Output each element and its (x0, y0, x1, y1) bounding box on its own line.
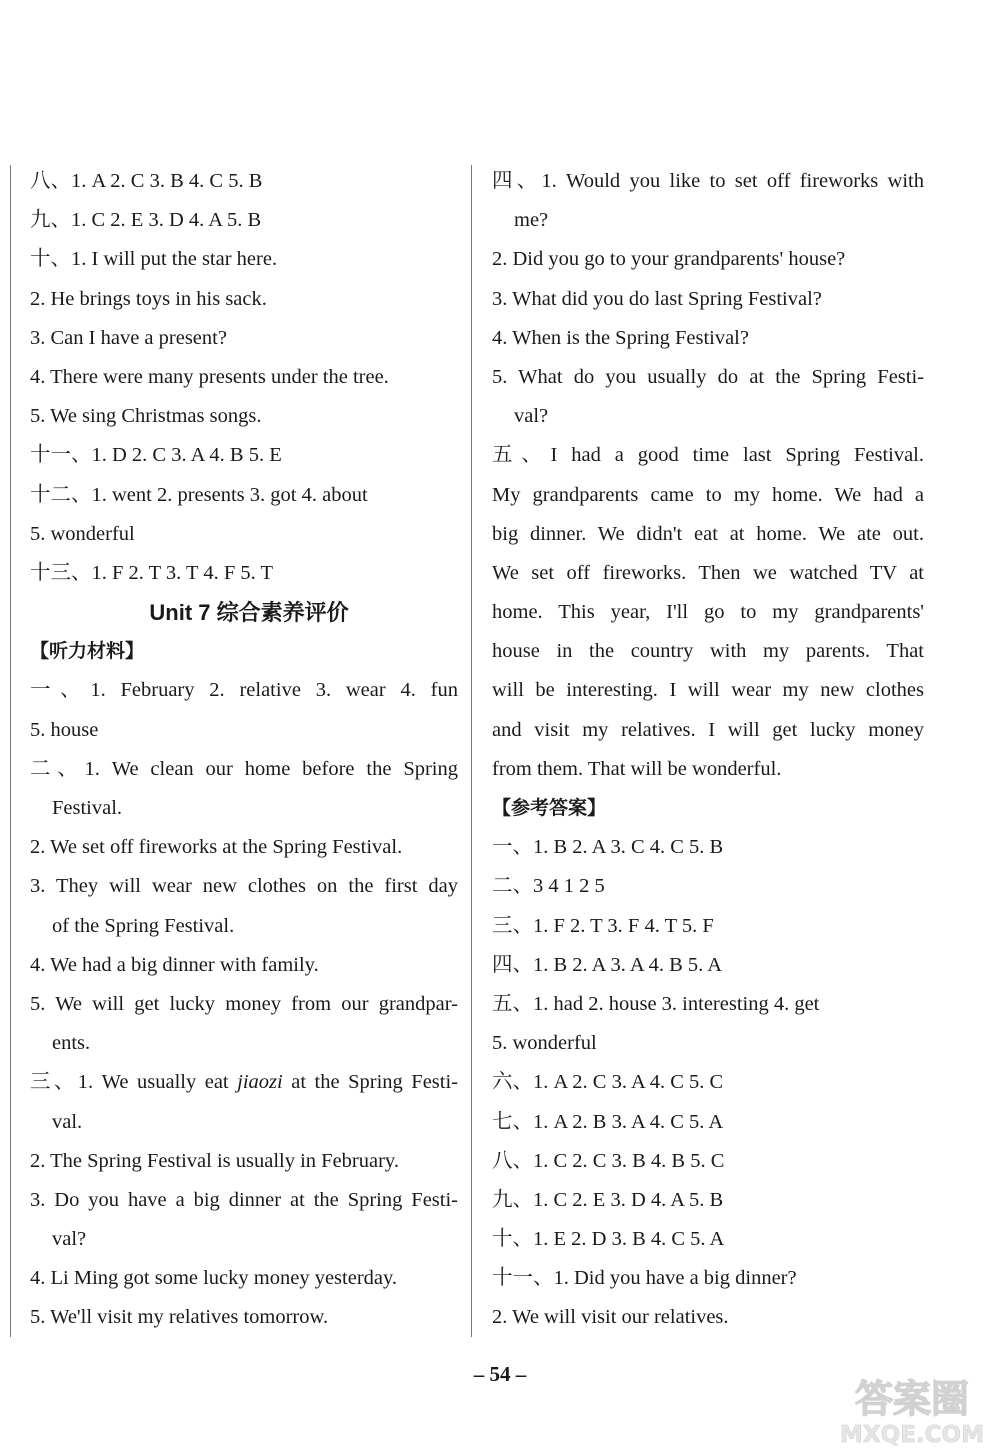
text-line: 【参考答案】 (492, 798, 607, 819)
text-line: 3. Do you have a big dinner at the Spring Festi- (30, 1188, 458, 1211)
text-line: We set off fireworks. Then we watched TV at (492, 561, 924, 584)
text-line: house in the country with my parents. That (492, 640, 924, 663)
text-line: Unit 7 综合素养评价 (149, 600, 349, 626)
text-line: val. (52, 1110, 83, 1133)
text-line: 【听力材料】 (30, 641, 145, 663)
text-line: 十一、1. Did you have a big dinner? (492, 1267, 797, 1290)
text-line: 八、1. C 2. C 3. B 4. B 5. C (492, 1149, 725, 1172)
text-line: 一、1. February 2. relative 3. wear 4. fun (30, 679, 458, 702)
text-line: 十二、1. went 2. presents 3. got 4. about (30, 483, 368, 506)
text-line: of the Spring Festival. (52, 914, 235, 937)
text-line: 九、1. C 2. E 3. D 4. A 5. B (492, 1188, 724, 1211)
watermark-logo (828, 1372, 996, 1448)
text-line: 5. wonderful (492, 1032, 597, 1055)
text-line: 4. We had a big dinner with family. (30, 953, 319, 976)
text-line: will be interesting. I will wear my new clothes (492, 679, 924, 702)
text-line: 4. There were many presents under the tree. (30, 365, 389, 388)
svg-text:答案圈: 答案圈 (854, 1377, 970, 1421)
text-line: 八、1. A 2. C 3. B 4. C 5. B (30, 170, 263, 192)
text-line: ents. (52, 1032, 91, 1055)
text-line: 五、1. had 2. house 3. interesting 4. get (492, 992, 820, 1015)
text-line: 4. When is the Spring Festival? (492, 326, 749, 349)
text-line: 5. house (30, 718, 99, 741)
text-line: 十、1. I will put the star here. (30, 248, 278, 271)
left-column (30, 162, 458, 1338)
text-line: 四、1. B 2. A 3. A 4. B 5. A (492, 953, 723, 976)
text-line: me? (514, 209, 549, 232)
text-line: big dinner. We didn't eat at home. We ate out. (492, 522, 924, 545)
text-line: 四、1. Would you like to set off fireworks with (492, 170, 924, 192)
text-line: from them. That will be wonderful. (492, 757, 782, 780)
text-line: 三、1. F 2. T 3. F 4. T 5. F (492, 914, 714, 937)
text-line: 2. We set off fireworks at the Spring Festival. (30, 836, 403, 859)
text-line: and visit my relatives. I will get lucky money (492, 718, 924, 741)
text-line: 2. He brings toys in his sack. (30, 287, 267, 310)
text-line: 二、3 4 1 2 5 (492, 875, 605, 898)
text-line: 5. We'll visit my relatives tomorrow. (30, 1306, 329, 1329)
right-column (492, 162, 924, 1338)
text-line: 一、1. B 2. A 3. C 4. C 5. B (492, 836, 724, 859)
text-line: 三、1. We usually eat jiaozi at the Spring Festi- (30, 1071, 458, 1094)
text-line: val? (52, 1228, 87, 1251)
text-line: 3. Can I have a present? (30, 326, 227, 349)
text-line: 十三、1. F 2. T 3. T 4. F 5. T (30, 561, 274, 584)
page-number: – 54 – (473, 1362, 527, 1386)
svg-text:MXQE.COM: MXQE.COM (840, 1422, 984, 1448)
text-line: 5. We sing Christmas songs. (30, 405, 262, 428)
column-divider (471, 165, 472, 1337)
text-line: 十一、1. D 2. C 3. A 4. B 5. E (30, 444, 282, 467)
left-margin-rule (10, 165, 11, 1337)
text-line: 六、1. A 2. C 3. A 4. C 5. C (492, 1071, 724, 1094)
text-line: 3. They will wear new clothes on the first day (30, 875, 458, 898)
text-line: home. This year, I'll go to my grandparents' (492, 601, 924, 624)
text-line: 2. The Spring Festival is usually in February. (30, 1149, 399, 1172)
text-line: 2. We will visit our relatives. (492, 1306, 729, 1329)
text-line: 2. Did you go to your grandparents' house? (492, 248, 846, 271)
text-line: 5. We will get lucky money from our grandpar- (30, 992, 458, 1015)
text-line: 十、1. E 2. D 3. B 4. C 5. A (492, 1228, 725, 1251)
text-line: 二、1. We clean our home before the Spring (30, 757, 458, 780)
text-line: 5. What do you usually do at the Spring Festi- (492, 365, 924, 388)
text-line: val? (514, 405, 549, 428)
text-line: 七、1. A 2. B 3. A 4. C 5. A (492, 1110, 724, 1133)
text-line: Festival. (52, 797, 123, 819)
text-line: 五、I had a good time last Spring Festival. (492, 444, 924, 467)
text-line: My grandparents came to my home. We had a (492, 483, 924, 506)
text-line: 5. wonderful (30, 522, 135, 545)
text-line: 九、1. C 2. E 3. D 4. A 5. B (30, 209, 262, 232)
text-line: 4. Li Ming got some lucky money yesterday. (30, 1267, 398, 1290)
text-line: 3. What did you do last Spring Festival? (492, 287, 822, 310)
